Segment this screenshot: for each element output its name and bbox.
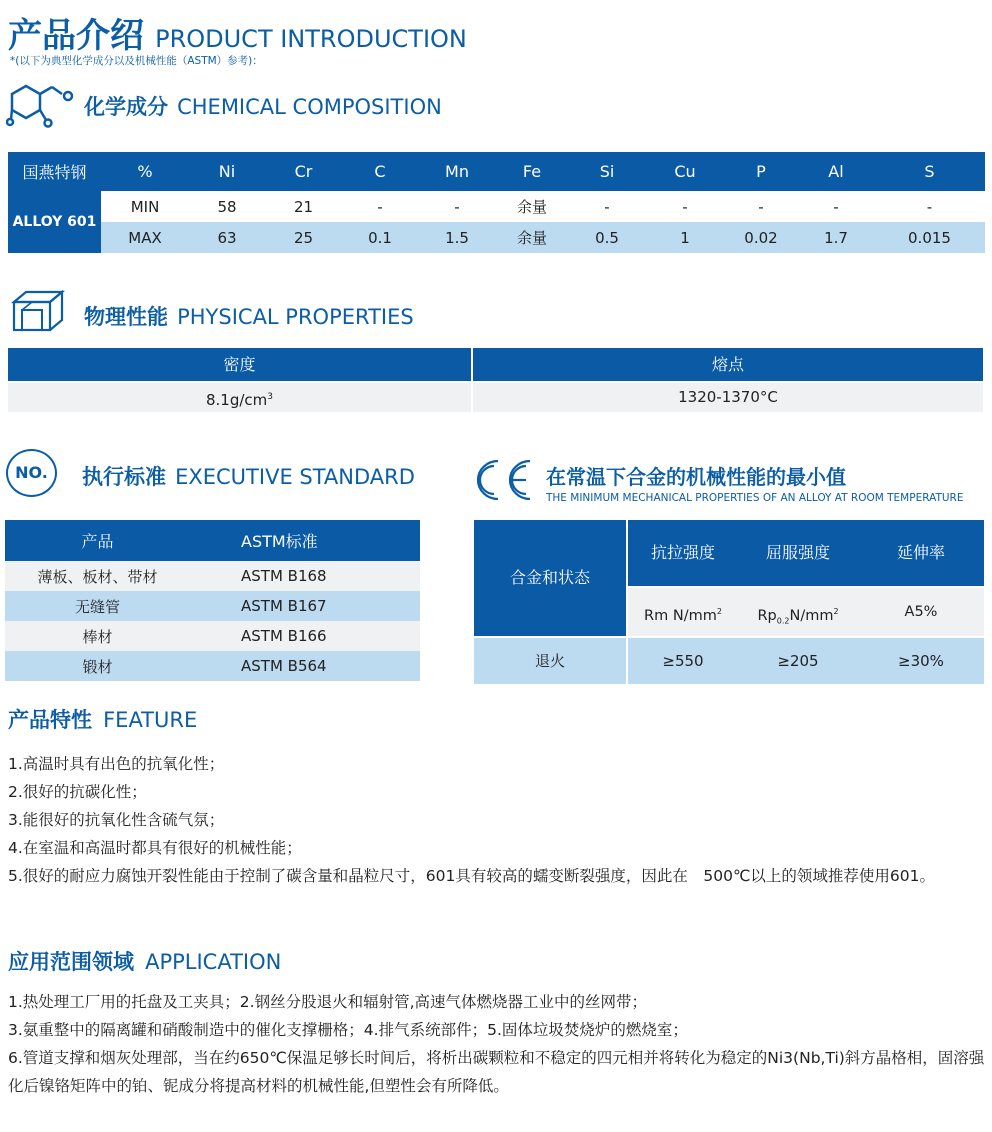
chemical-row-max (8, 222, 985, 253)
chemical-title-en: CHEMICAL COMPOSITION (177, 95, 442, 119)
chemical-cell: 0.1 (368, 228, 392, 247)
application-heading (8, 946, 281, 976)
unit-rp-sub: 0.2 (776, 616, 790, 626)
unit-a: A5% (904, 604, 938, 620)
feature-item: 3.能很好的抗氧化性含硫气氛； (8, 811, 225, 829)
physical-header-melting: 熔点 (473, 348, 983, 381)
chemical-cell: - (833, 197, 839, 216)
mechanical-header-elongation: 延伸率 (858, 520, 984, 586)
chemical-cell: 1.7 (824, 228, 848, 247)
application-item: 1.热处理工厂用的托盘及工夹具；2.钢丝分股退火和辐射管,高速气体燃烧器工业中的丝网带； (8, 993, 648, 1011)
density-number: 8.1g/cm (205, 391, 268, 409)
ce-mark-icon (470, 455, 534, 505)
mechanical-header-yield: 屈服强度 (738, 520, 858, 586)
feature-item: 4.在室温和高温时都具有很好的机械性能； (8, 839, 302, 857)
physical-title-en: PHYSICAL PROPERTIES (177, 305, 414, 329)
chemical-header-cell: P (756, 162, 766, 181)
mechanical-value-elongation: ≥30% (858, 638, 984, 684)
chemical-header-cell: C (374, 162, 386, 181)
standard-product: 锻材 (82, 657, 113, 676)
application-list (8, 988, 988, 1100)
chemical-header-cell: % (137, 162, 153, 181)
chemical-row-min (8, 191, 985, 222)
chemical-cell: 余量 (516, 229, 547, 247)
unit-rm-sup: 2 (716, 607, 722, 616)
chemical-header-cell: Cu (674, 162, 696, 181)
standard-code: ASTM B168 (241, 567, 327, 585)
standard-header-cell: 产品 (81, 532, 114, 551)
mechanical-title-cn: 在常温下合金的机械性能的最小值 (546, 465, 846, 489)
unit-rp (738, 588, 858, 636)
standard-header-cell: ASTM标准 (241, 532, 318, 551)
melting-value: 1320-1370°C (473, 383, 983, 412)
standard-header-row (5, 520, 420, 561)
feature-title-en: FEATURE (103, 708, 198, 732)
feature-item: 5.很好的耐应力腐蚀开裂性能由于控制了碳含量和晶粒尺寸，601具有较高的蠕变断裂强度，因此在 500℃以上的领域推荐使用601。 (8, 867, 935, 885)
chemical-cell: 21 (293, 197, 314, 216)
chemical-cell: 0.02 (744, 228, 778, 247)
mechanical-title-en: THE MINIMUM MECHANICAL PROPERTIES OF AN ALLOY AT ROOM TEMPERATURE (546, 492, 964, 504)
chemical-header-cell: Al (828, 162, 844, 181)
chemical-cell: 1.5 (445, 228, 469, 247)
feature-list (8, 750, 988, 890)
chemical-cell: 58 (217, 197, 237, 216)
intro-note: *(以下为典型化学成分以及机械性能（ASTM）参考)： (10, 55, 263, 67)
chemical-heading (84, 91, 442, 121)
feature-item: 1.高温时具有出色的抗氧化性； (8, 755, 225, 773)
mechanical-header-tensile: 抗拉强度 (628, 520, 738, 586)
standard-row (5, 651, 420, 681)
chemical-header-cell: Fe (522, 162, 542, 181)
unit-rp-sup: 2 (833, 607, 839, 616)
mechanical-value-tensile: ≥550 (628, 638, 738, 684)
standard-row (5, 591, 420, 621)
feature-heading (8, 704, 197, 734)
chemical-header-cell: 国燕特钢 (22, 163, 87, 182)
application-title-en: APPLICATION (145, 950, 282, 974)
unit-rp-post: N/mm (789, 607, 834, 624)
chemical-header-row (8, 152, 985, 191)
chemical-cell: 0.5 (595, 228, 619, 247)
unit-rm-text: Rm N/mm (644, 607, 717, 624)
no-badge-icon (6, 449, 57, 497)
chemical-cell: - (377, 197, 383, 216)
unit-rm (628, 588, 738, 636)
physical-header-density: 密度 (8, 348, 471, 381)
chemical-cell: 63 (217, 228, 237, 247)
standard-row (5, 621, 420, 651)
intro-title-en: PRODUCT INTRODUCTION (155, 25, 467, 53)
chemical-header-cell: S (924, 162, 935, 181)
chemical-cell: - (926, 197, 933, 216)
intro-heading (8, 8, 467, 57)
physical-title-cn: 物理性能 (84, 305, 168, 329)
unit-rp-pre: Rp (757, 607, 777, 624)
chemical-header-cell: Mn (445, 162, 469, 181)
chemical-cell: 余量 (516, 198, 547, 216)
chemical-cell: MIN (130, 197, 160, 216)
molecule-icon (6, 82, 74, 128)
standard-product: 棒材 (82, 627, 113, 646)
standard-code: ASTM B564 (241, 657, 327, 675)
chemical-cell: - (758, 197, 764, 216)
alloy-name: ALLOY 601 (8, 191, 101, 253)
standard-row (5, 561, 420, 591)
profile-icon (10, 288, 68, 334)
standard-title-en: EXECUTIVE STANDARD (175, 465, 415, 489)
physical-heading (84, 301, 414, 331)
chemical-cell: 1 (680, 228, 690, 247)
mechanical-state-header: 合金和状态 (474, 520, 626, 636)
mechanical-value-yield: ≥205 (738, 638, 858, 684)
application-title-cn: 应用范围领域 (8, 950, 134, 974)
density-value (8, 383, 471, 412)
chemical-header-cell: Ni (218, 162, 236, 181)
mechanical-state: 退火 (474, 638, 626, 684)
chemical-cell: - (682, 197, 688, 216)
standard-heading (82, 461, 415, 491)
standard-code: ASTM B166 (241, 627, 327, 645)
standard-product: 无缝管 (74, 597, 120, 616)
standard-title-cn: 执行标准 (82, 465, 166, 489)
chemical-table (8, 152, 985, 253)
standard-code: ASTM B167 (241, 597, 327, 615)
chemical-cell: - (454, 197, 460, 216)
chemical-cell: 25 (293, 228, 314, 247)
intro-title-cn: 产品介绍 (8, 16, 144, 56)
application-item: 6.管道支撑和烟灰处理部，当在约650℃保温足够长时间后，将析出碳颗粒和不稳定的四元相并将转化为稳定的Ni3(Nb,Ti)斜方晶格相，固溶强化后镍铬矩阵中的铂、铌成分将提高材料的机械性能,但塑性会有所降低。 (8, 1049, 985, 1095)
standard-table (5, 520, 420, 681)
chemical-title-cn: 化学成分 (84, 95, 168, 119)
no-badge-text: NO. (15, 463, 48, 482)
chemical-cell: - (604, 197, 610, 216)
chemical-cell: MAX (128, 228, 162, 247)
feature-item: 2.很好的抗碳化性； (8, 783, 147, 801)
density-sup: 3 (267, 392, 274, 402)
chemical-cell: 0.015 (908, 228, 951, 247)
feature-title-cn: 产品特性 (8, 708, 92, 732)
application-item: 3.氨重整中的隔离罐和硝酸制造中的催化支撑栅格；4.排气系统部件；5.固体垃圾焚烧炉的燃烧室； (8, 1021, 688, 1039)
standard-product: 薄板、板材、带材 (37, 567, 158, 586)
chemical-header-cell: Cr (294, 162, 313, 181)
chemical-header-cell: Si (599, 162, 615, 181)
